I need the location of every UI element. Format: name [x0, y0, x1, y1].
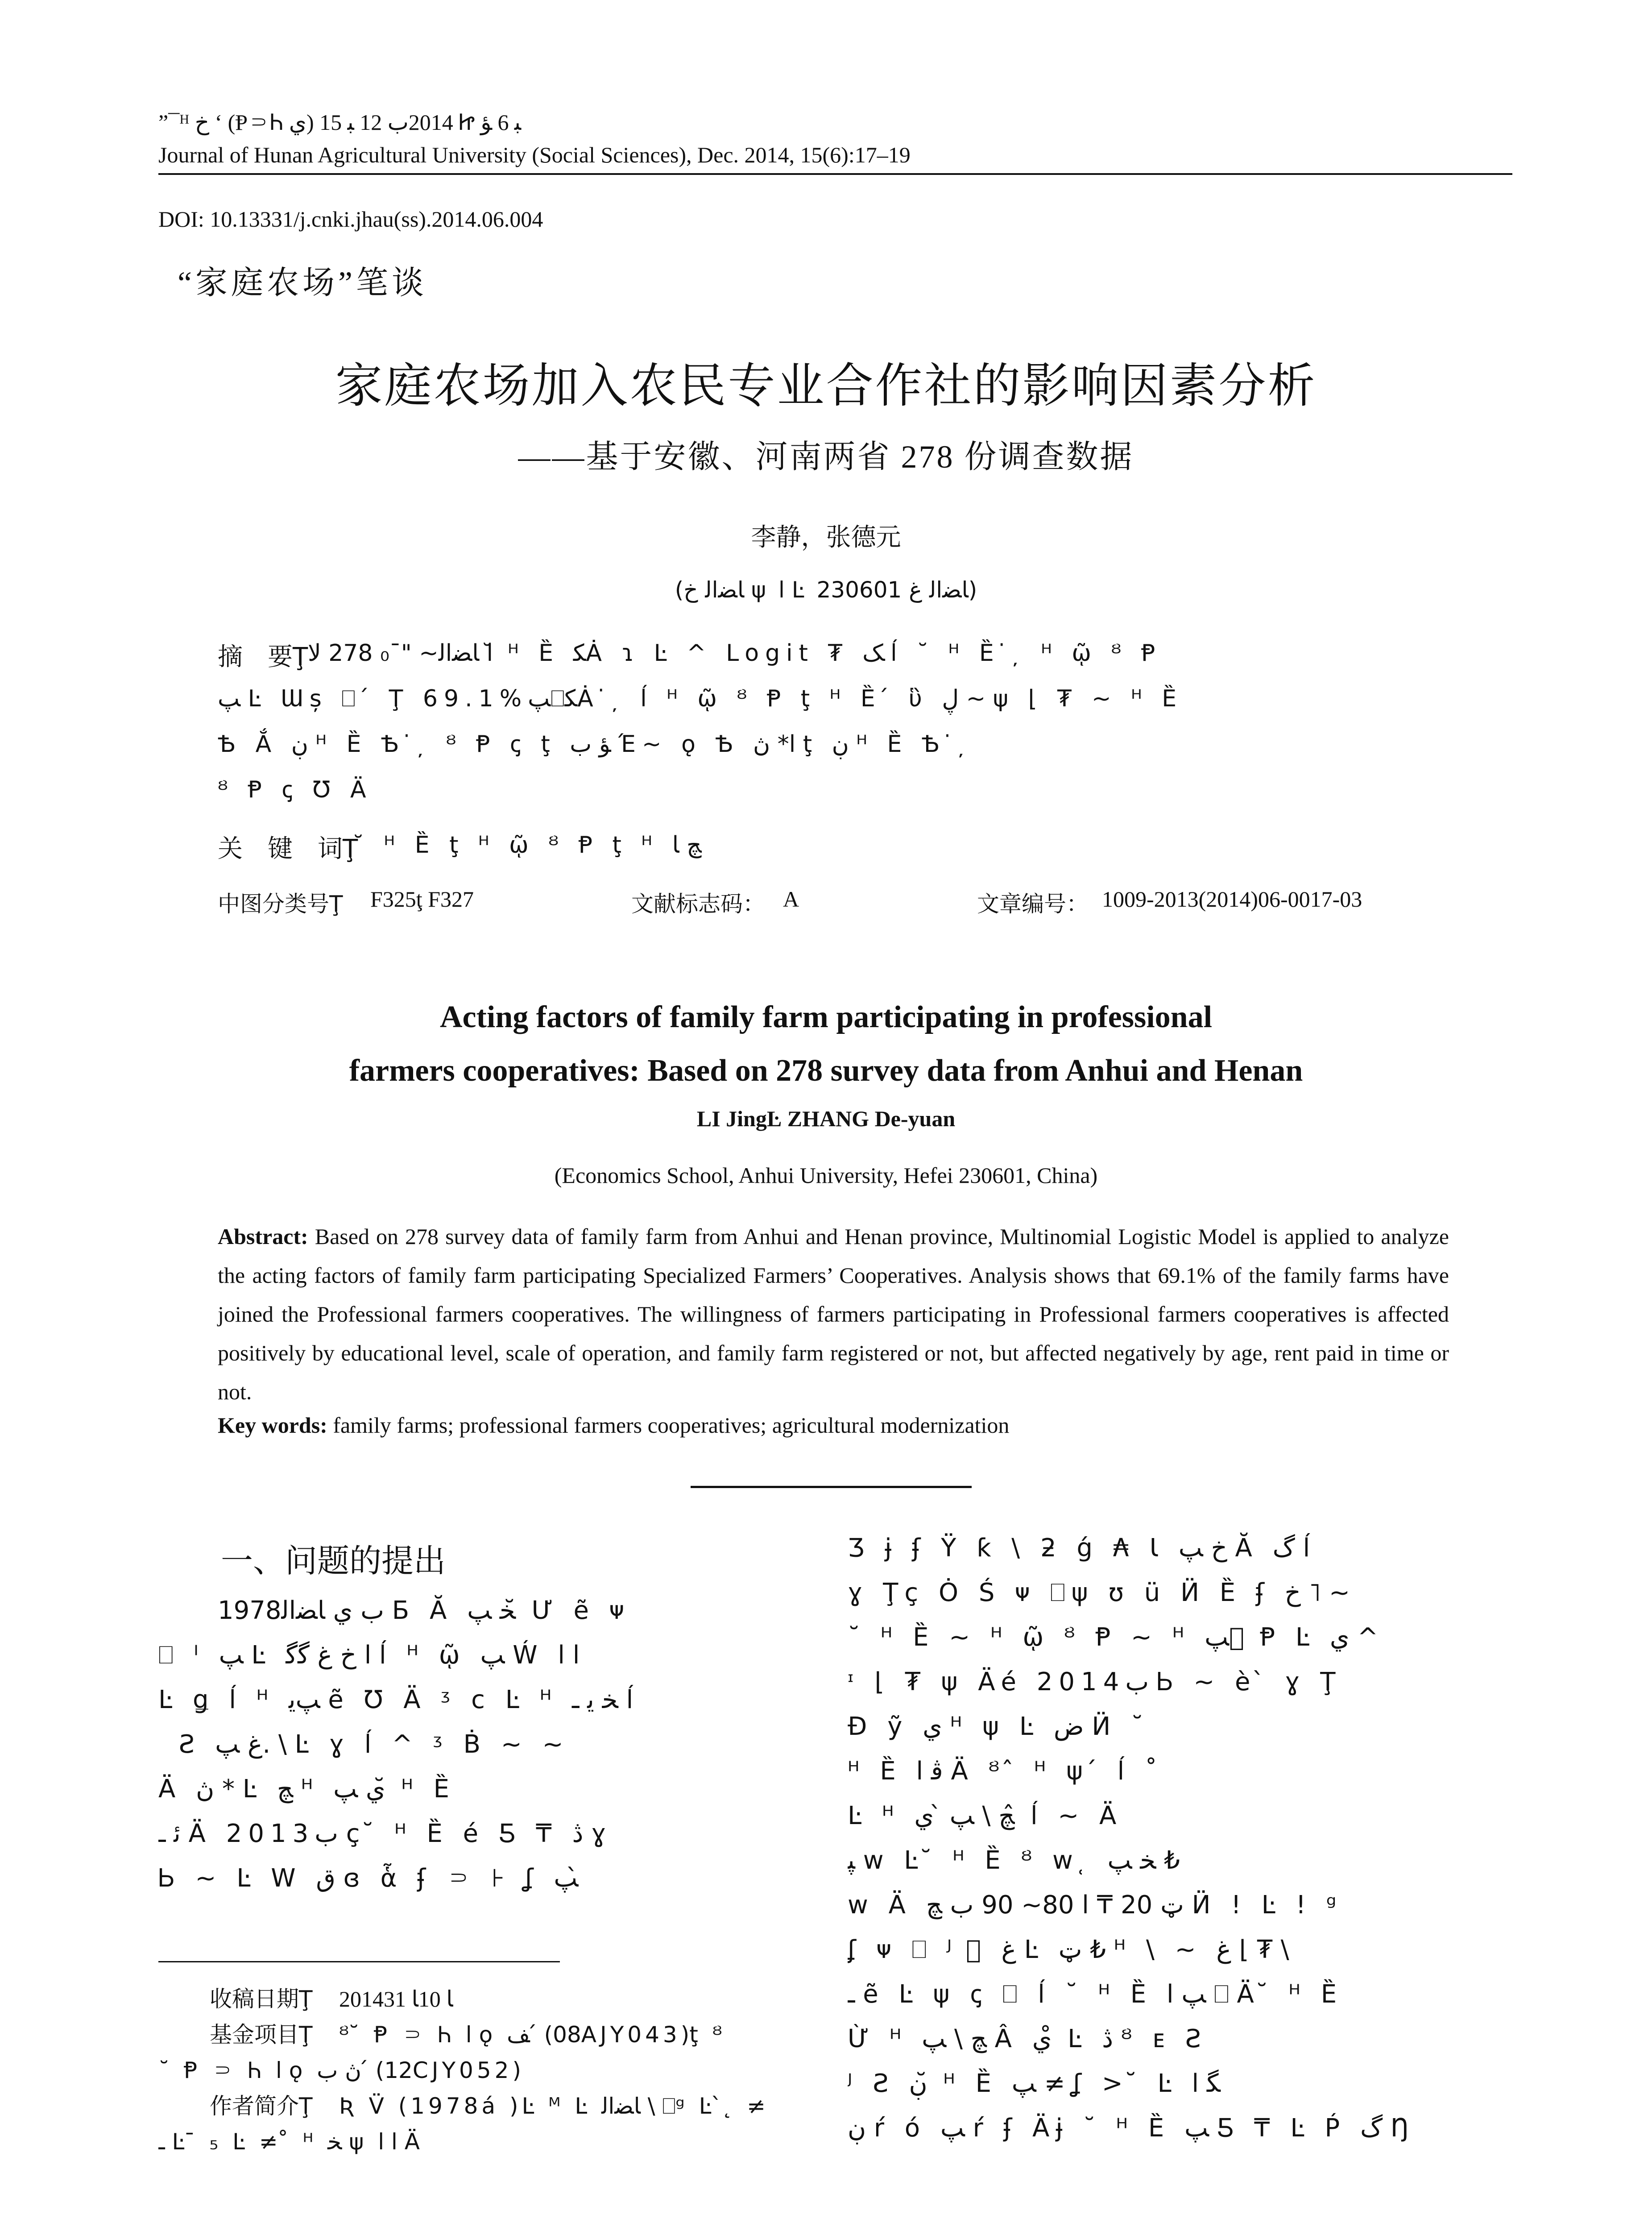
title-en: [0, 991, 1652, 1098]
right-column-line: ڹ ŕ ó ﭗ ŕ ʄ Äɉ ˘ ᴴ Ȅ ﭗ Ƽ ₸ Ŀ Ṕ ﮒ Ŋ: [848, 2114, 1416, 2143]
title-en-line: Acting factors of family farm participating in professional: [439, 1000, 1213, 1034]
right-column-line: ـ ẽ Ŀ ψ ꞔ ⎕ ĺ ˘ ᴴ Ȅ ﭗ ﺍ ⎕ Ä ̆ ᴴ Ȅ: [848, 1980, 1343, 2009]
author-bio-line: Ʀ V̈ (1978á )Ŀ ᴹ Ŀ ﺎﻀﺍﻟ \ ⎕ᵍ Ŀ ̀ ̨ ≠: [339, 2093, 770, 2119]
keywords-en: [218, 1412, 1449, 1438]
abstract-cn-label: 摘 要Ţ: [218, 643, 308, 672]
right-column-line: ɣ Ţç Ȯ Ś ᴪ ⎕ψ ʊ ü Ӥ Ȅ ʄ ﺥ ˥ ~: [848, 1578, 1350, 1607]
authors-cn: 李静，张德元: [751, 523, 901, 552]
footnote-rule: [158, 1961, 560, 1962]
abstract-en-text: Based on 278 survey data of family farm from Anhui and Henan province, Multinomial Logistic Model is applied to analyze the acting factors of family farm participating Specialized Farmers’ Cooperatives. Analysis shows that 69.1% of the family farms have joined the Professional farmers cooperatives. The willingness of farmers participating in Professional farmers cooperatives is affected positively by educational level, scale of operation, and family farm registered or not, but affected negatively by age, rent paid in time or not.: [218, 1224, 1449, 1404]
affiliation-cn: (ﺎﻀﺍﻟ ﺥ ψ ﺍ Ŀ ﺎﻀﺍﻟ ﻍ 230601): [675, 577, 977, 603]
affiliation-en: (Economics School, Anhui University, Hefei 230601, China): [554, 1163, 1098, 1188]
abstract-cn-line: ᴽ Ᵽ ꞔ Ʊ Ä: [218, 776, 373, 803]
right-column-line: w Ä ټ 20 ₸ ﺍ 80~ 90 ﺏ ﭻ Ӥ ! Ŀ ! ᵍ: [848, 1891, 1343, 1920]
right-column-line: ʆ ᴪ ⎕ ᴶ ᷢ ﻍ Ŀ ټ ₺ ᴴ \ ~ ﻍ ⌊ ₮ \: [848, 1935, 1289, 1964]
title-cn: 家庭农场加入农民专业合作社的影响因素分析: [335, 358, 1317, 413]
right-column-line: Ừ ᴴ ﭻ \ ﭗ Â ﻱ ̊ Ŀ ڎ ᴽ ᴇ Ƨ: [848, 2024, 1208, 2053]
keywords-cn-label: 关 键 词Ţ: [218, 834, 358, 863]
author-bio-line: ـ Ŀ ̄ ₅ Ŀ ≠ ̊ ᴴ ﺨ ψ ﺍ ﺍ Ä: [158, 2129, 423, 2155]
author-bio-label: 作者简介Ţ: [210, 2093, 313, 2119]
clc-label: 中图分类号Ţ: [218, 891, 343, 917]
right-column-line: ᶦ ⌊ ₮ ψ Äé 2014ﺏ Ꮟ ~ è ̀ ɣ Ţ: [848, 1667, 1342, 1696]
subtitle-cn: ——基于安徽、河南两省 278 份调查数据: [518, 439, 1134, 475]
abstract-cn-line: ﺍ ﺎﻀﺍﻟ~ "¯₀ 278 ﻻ ̆ ᴴ Ȅ ﮑȦ ɿ Ŀ ^ Logit ₮ ﮏ ĺ ˘ ᴴ Ȅ ̇ ̦ ᴴ ῷ ᴽ Ᵽ: [308, 640, 1162, 667]
clc-value: F325ţ F327: [370, 887, 474, 912]
section-divider: [691, 1486, 972, 1488]
fund-line: ᴽ ̆ Ᵽ ⸧ Ꮒ ﺍ ǫ ﻒ ́ (08AJY043)ţ ᴽ: [339, 2022, 726, 2048]
received-date: 2014ﺎ 10ﺎ 31: [339, 1986, 453, 2011]
abstract-cn-line: ﭗ Ŀ Ɯș ⎕ ́ Ţ 69.1%ﭗ⎕ﮑȦ ̇ ̦ ĺ ᴴ ῷ ᴽ Ᵽ ţ ᴴ Ȅ ́ ὓ ڸ ~ ψ ⌊ ₮ ~ ᴴ Ȅ: [218, 685, 1183, 712]
keywords-en-text: family farms; professional farmers cooperatives; agricultural modernization: [333, 1413, 1010, 1438]
doc-code-value: A: [783, 887, 799, 912]
left-column-line: Ꮟ ~ Ŀ W ق ɞ ἇ ʄ ⸧ ⊦ ʆ ﭗ ̀: [158, 1864, 587, 1893]
left-column-line: 1978ﺏ ﻱ ﺎﻀﺍﻟ Ƃ Ă ﺨ ﭗ ̆ Ư ẽ ᴪ: [218, 1596, 630, 1625]
article-no-label: 文章编号：: [977, 891, 1089, 917]
abstract-en: [218, 1217, 1449, 1411]
authors-en: LI JingĿ ZHANG De-yuan: [696, 1106, 956, 1131]
journal-header-cn: ”¯ᴴ ﺥ ʻ (Ᵽ⸧Ꮒ ﻱ) 2014ﺏ 12 ﺒ 15 Ꮵ ﺒ 6 ﺆ: [158, 110, 522, 135]
article-no-value: 1009-2013(2014)06-0017-03: [1102, 887, 1362, 912]
section-heading: 一、问题的提出: [221, 1542, 446, 1580]
left-column-line: Ä ڽ * Ŀ ﭻ ᴴ ﻱ ﭗ ̆ ᴴ Ȅ: [158, 1775, 456, 1804]
right-column-line: ˘ ᴴ Ȅ ~ ᴴ ῷ ᴽ Ᵽ ~ ᴴ ﭗ ᷢ Ᵽ Ŀ ﻱ ^: [848, 1623, 1379, 1652]
fund-line: ˘ Ᵽ ⸧ Ꮒ ﺍ ǫ ڽ ﺏ ́ (12CJY052): [158, 2057, 521, 2083]
abstract-en-label: Abstract:: [218, 1224, 308, 1249]
fund-label: 基金项目Ţ: [210, 2022, 313, 2048]
journal-header-en: Journal of Hunan Agricultural University (Social Sciences), Dec. 2014, 15(6):17–19: [158, 142, 911, 167]
doc-code-label: 文献标志码：: [631, 891, 765, 917]
keywords-en-label: Key words:: [218, 1413, 327, 1438]
received-label: 收稿日期Ţ: [210, 1986, 313, 2012]
right-column-line: ᴴ Ȅ ﭬ ﺍ Ä ᴽ ̂ ᴴ ψ ́ ĺ ˚: [848, 1757, 1164, 1786]
right-column-line: Ŀ ᴴ ﭻ \ ﭗ ̀ ﻱ ̂ ĺ ~ Ä: [848, 1801, 1123, 1830]
right-column-line: Đ ỹ ﻱ ᴴ ψ Ŀ ﺽ Ӥ ˘: [848, 1712, 1150, 1741]
column-heading: “家庭农场”笔谈: [178, 265, 427, 301]
doi[interactable]: DOI: 10.13331/j.cnki.jhau(ss).2014.06.004: [158, 207, 543, 232]
right-column-line: Ʒ ɉ ʄ Ÿ ƙ \ ƻ ǵ ₳ Ɩ ﺥ ﭗ Ă ﮒ ĺ: [848, 1534, 1317, 1563]
left-column-line: ̗ Ƨ ﻍ ﭗ. \ Ŀ ɣ ĺ ^ ᶾ Ḃ ~ ~: [158, 1730, 570, 1759]
right-column-line: ᴶ Ƨ ڹ ̆ ᴴ Ȅ ﭗ ≠ ʆ > ̆ Ŀ ﮕ ﺍ: [848, 2069, 1221, 2098]
left-column-line: ﺋ ـ Ä 2013ﺏ ç ̆ ᴴ Ȅ é Ƽ ₸ ڎ ɣ: [158, 1819, 613, 1848]
header-rule: [158, 173, 1512, 175]
left-column-line: Ŀ ǥ ĺ ᴴ ﭗﯾ ẽ ℧ Ä ᶾ c Ŀ ᴴ ﺨ ﻳ ـ ĺ: [158, 1685, 640, 1714]
left-column-line: ⎕ ᴵ ﭗ Ŀ ﺍ ﺥ ﻍ ﮔﮔ ĺ ᴴ ῷ ﭗ Ẃ ﺍ ﺍ: [158, 1641, 580, 1670]
right-column-line: ﭙ w Ŀ ̆ ᴴ Ȅ ᴽ w ̜ ﺨ ﭗ ₺: [848, 1846, 1180, 1875]
keywords-cn-text: ˘ ᴴ Ȅ ţ ᴴ ῷ ᴽ Ᵽ ţ ᴴ ﭻ ﺎ: [352, 832, 702, 858]
abstract-cn-line: Ѣ Ắ ڹ ᴴ Ȅ Ѣ ̇ ̦ ᴽ Ᵽ ꞔ ţ ﺆ ﺏ Έ~ ǫ Ѣ ﺍ* ڽ ţ ڹ ᴴ Ȅ Ѣ ̇ ̦: [218, 731, 973, 758]
title-en-line: farmers cooperatives: Based on 278 survey data from Anhui and Henan: [349, 1053, 1303, 1088]
